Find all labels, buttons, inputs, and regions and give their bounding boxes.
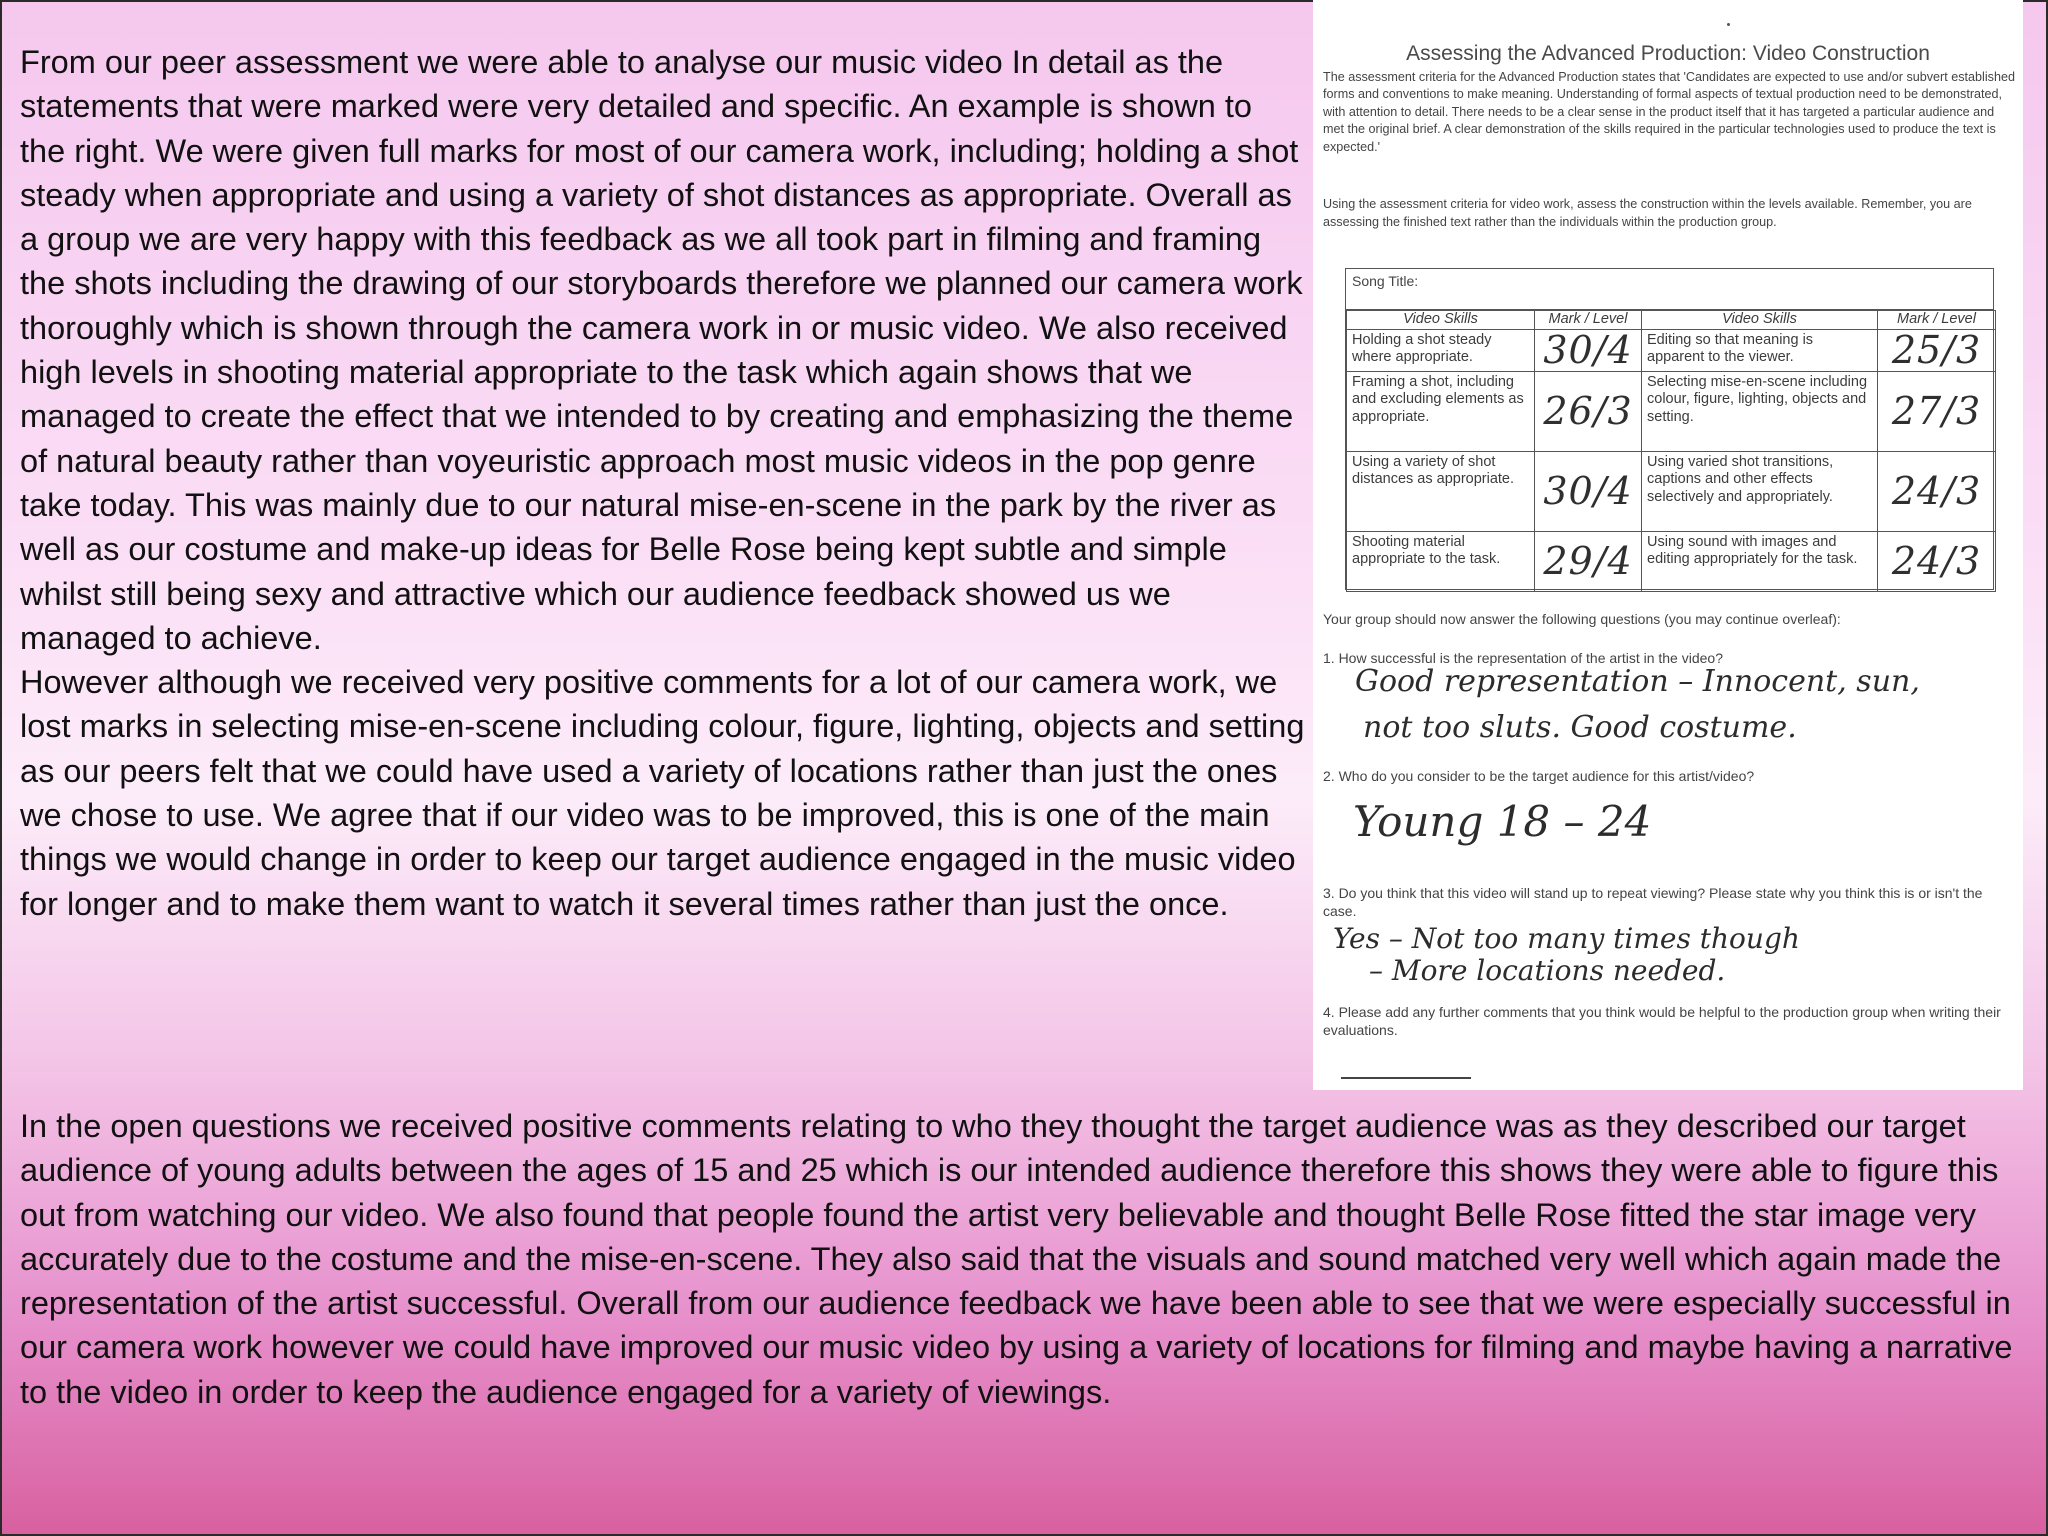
handwritten-answer-1b: not too sluts. Good costume. [1363, 710, 1797, 745]
handwritten-mark: 24/3 [1878, 451, 1996, 531]
table-row [1347, 329, 1996, 371]
handwritten-mark: 27/3 [1878, 371, 1996, 451]
skill-cell: Holding a shot steady where appropriate. [1347, 329, 1535, 371]
questions-intro: Your group should now answer the following questions (you may continue overleaf): [1323, 611, 1841, 627]
skill-cell: Using a variety of shot distances as appropriate. [1347, 451, 1535, 531]
skill-cell: Selecting mise-en-scene including colour, figure, lighting, objects and setting. [1642, 371, 1878, 451]
handwritten-answer-2: Young 18 – 24 [1353, 797, 1652, 846]
scanned-assessment-form [1313, 0, 2023, 1090]
form-instructions: Using the assessment criteria for video work, assess the construction within the levels available. Remember, you are assessing the finished text rather than the individuals within the production group. [1323, 197, 1972, 229]
table-row [1347, 451, 1996, 531]
skill-cell: Using varied shot transitions, captions and other effects selectively and appropriately. [1642, 451, 1878, 531]
paragraph-peer-assessment: From our peer assessment we were able to analyse our music video In detail as the statements that were marked were very detailed and specific. An example is shown to the right. We were given full marks for most of our camera work, including; holding a shot steady when appropriate and using a variety of shot distances as appropriate. Overall as a group we are very happy with this feedback as we all took part in filming and framing the shots including the drawing of our storyboards therefore we planned our camera work thoroughly which is shown through the camera work in or music video. We also received high levels in shooting material appropriate to the task which again shows that we managed to create the effect that we intended to by creating and emphasizing the theme of natural beauty rather than voyeuristic approach most music videos in the pop genre take today. This was mainly due to our natural mise-en-scene in the park by the river as well as our costume and make-up ideas for Belle Rose being kept subtle and simple whilst still being sexy and attractive which our audience feedback showed us we managed to achieve. [20, 44, 1303, 656]
marks-grid [1346, 310, 1996, 592]
header-video-skills: Video Skills [1347, 311, 1535, 330]
header-video-skills: Video Skills [1642, 311, 1878, 330]
skill-cell: Shooting material appropriate to the task. [1347, 531, 1535, 591]
form-title: Assessing the Advanced Production: Video Construction [1406, 42, 1930, 65]
skill-cell: Framing a shot, including and excluding elements as appropriate. [1347, 371, 1535, 451]
song-title-label: Song Title: [1352, 273, 1419, 289]
paragraph-lost-marks: However although we received very positive comments for a lot of our camera work, we lost marks in selecting mise-en-scene including colour, figure, lighting, objects and setting as our peers felt that we could have used a variety of locations rather than just the ones we chose to use. We agree that if our video was to be improved, this is one of the main things we would change in order to keep our target audience engaged in the music video for longer and to make them want to watch it several times rather than just the once. [20, 664, 1305, 922]
form-intro: The assessment criteria for the Advanced Production states that 'Candidates are expected to use and/or subvert established forms and conventions to make meaning. Understanding of formal aspects of textual production need to be demonstrated, with attention to detail. There needs to be a clear sense in the product itself that it has targeted a particular audience and met the original brief. A clear demonstration of the skills required in the particular technologies used to produce the text is expected.' [1323, 70, 2015, 154]
question-4: 4. Please add any further comments that you think would be helpful to the production group when writing their evaluations. [1323, 1004, 2001, 1038]
table-header-row [1347, 311, 1996, 330]
table-row [1347, 371, 1996, 451]
question-2: 2. Who do you consider to be the target audience for this artist/video? [1323, 768, 1755, 784]
question-1: 1. How successful is the representation of the artist in the video? [1323, 650, 1723, 666]
marks-table [1345, 268, 1994, 590]
handwritten-answer-3a: Yes – Not too many times though [1333, 922, 1800, 955]
main-text-block [20, 40, 1305, 926]
handwritten-mark: 25/3 [1878, 329, 1996, 371]
handwritten-mark: 24/3 [1878, 531, 1996, 591]
scan-speck [1727, 23, 1730, 26]
table-row [1347, 531, 1996, 591]
header-mark-level: Mark / Level [1535, 311, 1642, 330]
handwritten-mark: 26/3 [1535, 371, 1642, 451]
question-3: 3. Do you think that this video will stand up to repeat viewing? Please state why you think this is or isn't the case. [1323, 885, 1983, 919]
handwritten-mark: 30/4 [1535, 329, 1642, 371]
skill-cell: Editing so that meaning is apparent to the viewer. [1642, 329, 1878, 371]
handwritten-answer-1a: Good representation – Innocent, sun, [1355, 664, 1920, 699]
handwritten-mark: 29/4 [1535, 531, 1642, 591]
paragraph-open-questions: In the open questions we received positive comments relating to who they thought the target audience was as they described our target audience of young adults between the ages of 15 and 25 which is our intended audience therefore this shows they were able to figure this out from watching our video. We also found that people found the artist very believable and thought Belle Rose fitted the star image very accurately due to the costume and the mise-en-scene. They also said that the visuals and sound matched very well which again made the representation of the artist successful. Overall from our audience feedback we have been able to see that we were especially successful in our camera work however we could have improved our music video by using a variety of locations for filming and maybe having a narrative to the video in order to keep the audience engaged for a variety of viewings. [20, 1108, 2013, 1410]
header-mark-level: Mark / Level [1878, 311, 1996, 330]
skill-cell: Using sound with images and editing appropriately for the task. [1642, 531, 1878, 591]
handwritten-mark: 30/4 [1535, 451, 1642, 531]
answer-line [1341, 1077, 1471, 1079]
handwritten-answer-3b: – More locations needed. [1369, 954, 1726, 987]
